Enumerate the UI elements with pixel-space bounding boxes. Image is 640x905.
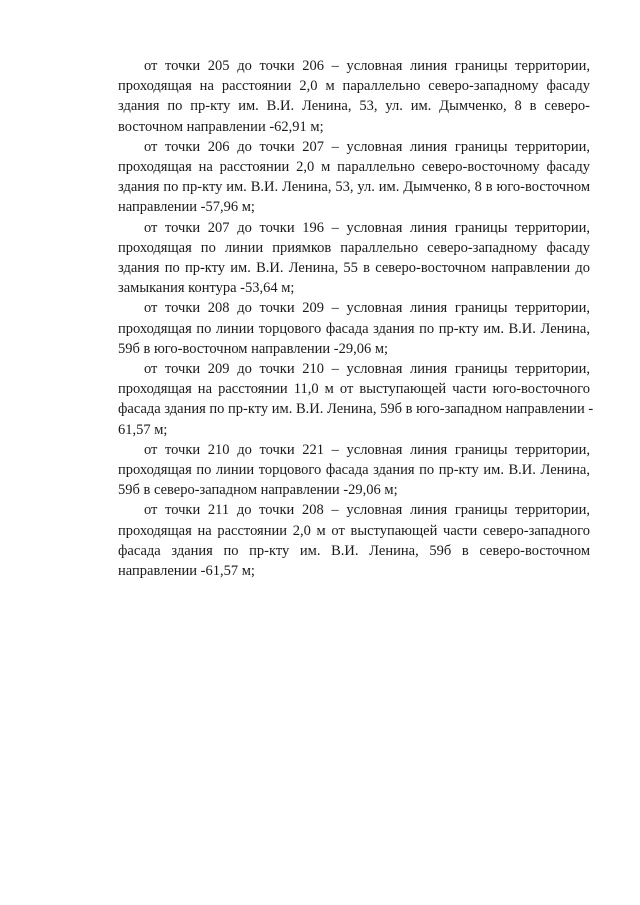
paragraph-line: от точки 207 до точки 196 – условная линия границы территории, xyxy=(144,219,590,236)
paragraph-line: проходящая на расстоянии 2,0 м параллельно северо-восточному фасаду xyxy=(118,159,590,176)
paragraph-line: восточном направлении -62,91 м; xyxy=(118,118,324,135)
paragraph-line: здания по пр-кту им. В.И. Ленина, 55 в северо-восточном направлении до xyxy=(118,260,590,277)
paragraph-line: здания по пр-кту им. В.И. Ленина, 53, ул. им. Дымченко, 8 в юго-восточном xyxy=(118,179,590,196)
paragraph-line: от точки 210 до точки 221 – условная линия границы территории, xyxy=(144,441,590,458)
paragraph-line: фасада здания по пр-кту им. В.И. Ленина, 59б в северо-восточном xyxy=(118,542,590,559)
document-page xyxy=(118,56,594,581)
boundary-paragraph-205-206 xyxy=(118,56,590,137)
paragraph-line: проходящая по линии приямков параллельно северо-западному фасаду xyxy=(118,239,590,256)
paragraph-line: здания по пр-кту им. В.И. Ленина, 53, ул. им. Дымченко, 8 в северо- xyxy=(118,98,590,115)
paragraph-line: от точки 206 до точки 207 – условная линия границы территории, xyxy=(144,138,590,155)
paragraph-line: от точки 211 до точки 208 – условная линия границы территории, xyxy=(144,502,590,519)
paragraph-line: замыкания контура -53,64 м; xyxy=(118,280,295,297)
paragraph-line: фасада здания по пр-кту им. В.И. Ленина, 59б в юго-западном направлении - xyxy=(118,401,594,418)
paragraph-line: направлении -61,57 м; xyxy=(118,563,255,580)
paragraph-line: 59б в юго-восточном направлении -29,06 м; xyxy=(118,340,389,357)
paragraph-line: проходящая на расстоянии 11,0 м от выступающей части юго-восточного xyxy=(118,381,590,398)
paragraph-line: от точки 208 до точки 209 – условная линия границы территории, xyxy=(144,300,590,317)
paragraph-line: 61,57 м; xyxy=(118,421,168,438)
boundary-paragraph-211-208 xyxy=(118,500,590,581)
paragraph-line: проходящая на расстоянии 2,0 м параллельно северо-западному фасаду xyxy=(118,78,590,95)
paragraph-line: проходящая по линии торцового фасада здания по пр-кту им. В.И. Ленина, xyxy=(118,462,590,479)
boundary-paragraph-207-196 xyxy=(118,218,590,299)
boundary-paragraph-206-207 xyxy=(118,137,590,218)
paragraph-line: направлении -57,96 м; xyxy=(118,199,255,216)
boundary-paragraph-209-210 xyxy=(118,359,594,440)
paragraph-line: 59б в северо-западном направлении -29,06 м; xyxy=(118,482,398,499)
paragraph-line: от точки 209 до точки 210 – условная линия границы территории, xyxy=(144,361,590,378)
boundary-paragraph-210-221 xyxy=(118,440,590,501)
paragraph-line: проходящая на расстоянии 2,0 м от выступающей части северо-западного xyxy=(118,522,590,539)
boundary-paragraph-208-209 xyxy=(118,298,590,359)
paragraph-line: от точки 205 до точки 206 – условная линия границы территории, xyxy=(144,58,590,74)
paragraph-line: проходящая по линии торцового фасада здания по пр-кту им. В.И. Ленина, xyxy=(118,320,590,337)
